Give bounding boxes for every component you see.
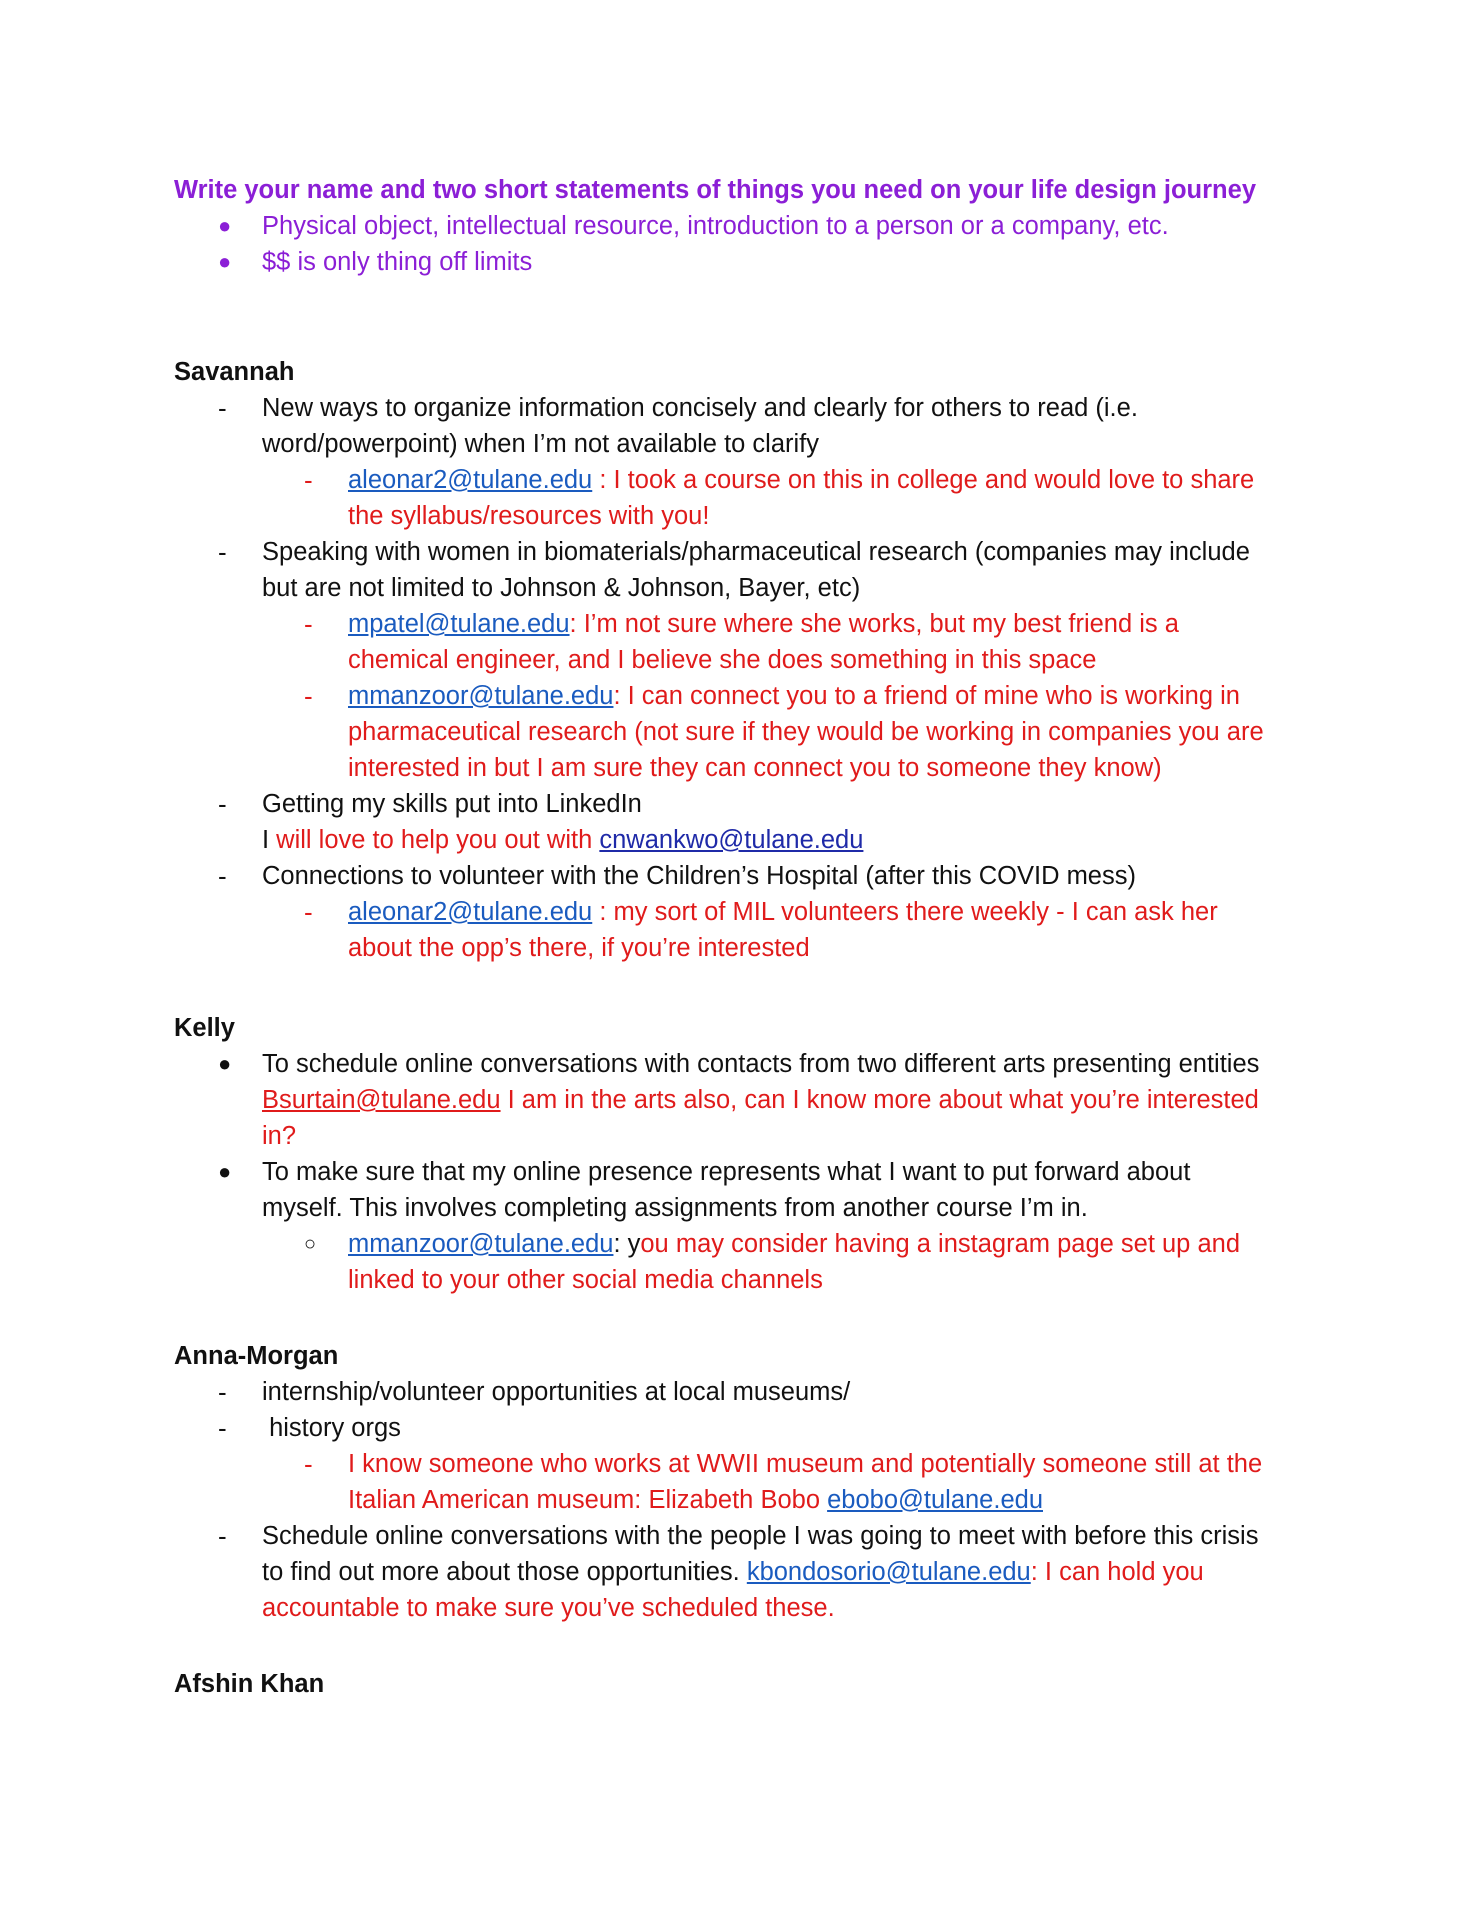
savannah-need-3-line-1: Getting my skills put into LinkedIn <box>262 790 642 818</box>
anna-need-2-line-1: history orgs <box>262 1414 401 1442</box>
savannah-need-3-reply <box>262 822 863 858</box>
bullet-dot-icon: ● <box>218 1051 232 1076</box>
reply-text: : I’m not sure where she works, but my best friend is a <box>569 610 1179 638</box>
reply-text: I <box>262 826 270 854</box>
anna-reply-1-line-1: I know someone who works at WWII museum and potentially someone still at the <box>348 1450 1263 1478</box>
kelly-need-2-line-1: To make sure that my online presence represents what I want to put forward about <box>262 1158 1191 1186</box>
anna-need-3-line-3: accountable to make sure you’ve scheduled these. <box>262 1594 835 1622</box>
kelly-reply-1-line-1 <box>262 1082 1259 1118</box>
bullet-dash-icon: - <box>304 897 313 927</box>
bullet-dash-icon: - <box>304 465 313 495</box>
reply-text: Italian American museum: Elizabeth Bobo <box>348 1486 828 1514</box>
savannah-reply-3-line-1 <box>348 678 1240 714</box>
savannah-reply-3-line-3: interested in but I am sure they can connect you to someone they know) <box>348 754 1162 782</box>
intro-title: Write your name and two short statements of things you need on your life design journey <box>174 176 1256 204</box>
bullet-dash-icon: - <box>218 537 227 567</box>
email-link[interactable]: Bsurtain@tulane.edu <box>262 1086 501 1114</box>
kelly-reply-1-line-2: in? <box>262 1122 297 1150</box>
intro-bullet-2: $$ is only thing off limits <box>262 248 533 276</box>
intro-bullet-1: Physical object, intellectual resource, introduction to a person or a company, etc. <box>262 212 1169 240</box>
savannah-reply-1-line-2: the syllabus/resources with you! <box>348 502 710 530</box>
need-text: to find out more about those opportunities. <box>262 1558 747 1586</box>
savannah-reply-4-line-2: about the opp’s there, if you’re interested <box>348 934 810 962</box>
anna-reply-1-line-2 <box>348 1482 1043 1518</box>
kelly-name: Kelly <box>174 1014 235 1042</box>
savannah-name: Savannah <box>174 358 295 386</box>
savannah-need-2-line-1: Speaking with women in biomaterials/pharmaceutical research (companies may include <box>262 538 1250 566</box>
bullet-dash-icon: - <box>218 393 227 423</box>
bullet-dash-icon: - <box>304 681 313 711</box>
anna-need-3-line-1: Schedule online conversations with the people I was going to meet with before this crisis <box>262 1522 1259 1550</box>
email-link[interactable]: kbondosorio@tulane.edu <box>746 1558 1031 1586</box>
savannah-need-1-line-1: New ways to organize information concisely and clearly for others to read (i.e. <box>262 394 1138 422</box>
reply-text: ou may consider having a instagram page set up and <box>640 1230 1240 1258</box>
savannah-need-2-line-2: but are not limited to Johnson & Johnson, Bayer, etc) <box>262 574 861 602</box>
kelly-need-2-line-2: myself. This involves completing assignments from another course I’m in. <box>262 1194 1088 1222</box>
bullet-circle-icon: ○ <box>304 1233 317 1255</box>
savannah-reply-4-line-1 <box>348 894 1218 930</box>
bullet-dot-icon: ● <box>218 1159 232 1184</box>
email-link[interactable]: aleonar2@tulane.edu <box>348 466 593 494</box>
bullet-dash-icon: - <box>218 1413 227 1443</box>
bullet-dash-icon: - <box>304 1449 313 1479</box>
savannah-reply-3-line-2: pharmaceutical research (not sure if they would be working in companies you are <box>348 718 1264 746</box>
reply-text: I am in the arts also, can I know more about what you’re interested <box>500 1086 1259 1114</box>
email-link[interactable]: mmanzoor@tulane.edu <box>348 1230 614 1258</box>
savannah-need-4-line-1: Connections to volunteer with the Children’s Hospital (after this COVID mess) <box>262 862 1136 890</box>
bullet-dot-icon: ● <box>218 213 232 238</box>
reply-text: : I can hold you <box>1030 1558 1204 1586</box>
bullet-dash-icon: - <box>304 609 313 639</box>
reply-text: : my sort of MIL volunteers there weekly - I can ask her <box>592 898 1218 926</box>
email-link[interactable]: mpatel@tulane.edu <box>348 610 570 638</box>
email-link[interactable]: aleonar2@tulane.edu <box>348 898 593 926</box>
reply-text: : I can connect you to a friend of mine who is working in <box>613 682 1240 710</box>
reply-text: : y <box>613 1230 641 1258</box>
anna-need-1-line-1: internship/volunteer opportunities at local museums/ <box>262 1378 851 1406</box>
kelly-need-1-line-1: To schedule online conversations with contacts from two different arts presenting entities <box>262 1050 1260 1078</box>
reply-text: : I took a course on this in college and would love to share <box>592 466 1255 494</box>
kelly-reply-2-line-1 <box>348 1226 1240 1262</box>
bullet-dash-icon: - <box>218 1521 227 1551</box>
bullet-dash-icon: - <box>218 1377 227 1407</box>
reply-text: will love to help you out with <box>269 826 600 854</box>
email-link[interactable]: mmanzoor@tulane.edu <box>348 682 614 710</box>
savannah-reply-2-line-1 <box>348 606 1179 642</box>
bullet-dot-icon: ● <box>218 249 232 274</box>
savannah-reply-1-line-1 <box>348 462 1254 498</box>
anna-need-3-line-2 <box>262 1554 1204 1590</box>
bullet-dash-icon: - <box>218 861 227 891</box>
savannah-reply-2-line-2: chemical engineer, and I believe she does something in this space <box>348 646 1097 674</box>
anna-morgan-name: Anna-Morgan <box>174 1342 339 1370</box>
afshin-name: Afshin Khan <box>174 1670 325 1698</box>
bullet-dash-icon: - <box>218 789 227 819</box>
email-link[interactable]: cnwankwo@tulane.edu <box>599 826 864 854</box>
kelly-reply-2-line-2: linked to your other social media channels <box>348 1266 823 1294</box>
savannah-need-1-line-2: word/powerpoint) when I’m not available to clarify <box>262 430 820 458</box>
email-link[interactable]: ebobo@tulane.edu <box>827 1486 1043 1514</box>
